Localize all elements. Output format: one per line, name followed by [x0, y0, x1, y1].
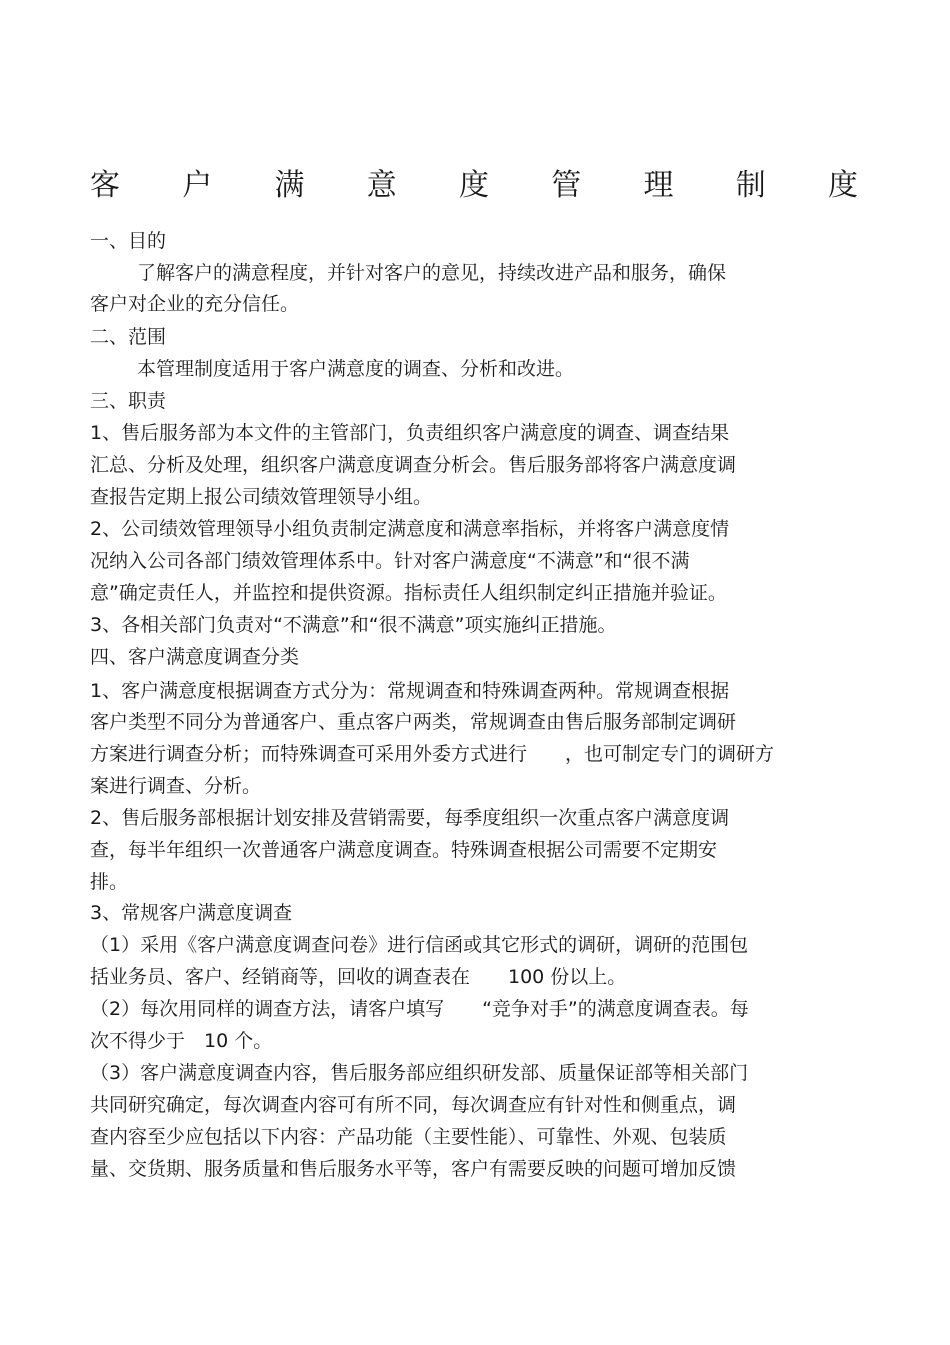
paragraph-line: 客户类型不同分为普通客户、重点客户两类，常规调查由售后服务部制定调研 [90, 711, 737, 733]
title-char: 管 [551, 168, 582, 203]
paragraph-line: 2、公司绩效管理领导小组负责制定满意度和满意率指标，并将客户满意度情 [90, 518, 730, 540]
document-title [90, 160, 858, 204]
paragraph-line: 意”确定责任人，并监控和提供资源。指标责任人组织制定纠正措施并验证。 [90, 582, 727, 604]
paragraph-line: 案进行调查、分析。 [90, 775, 262, 797]
paragraph-line: 1、客户满意度根据调查方式分为：常规调查和特殊调查两种。常规调查根据 [90, 680, 730, 702]
paragraph-line: （2）每次用同样的调查方法，请客户填写 “竞争对手”的满意度调查表。每 [90, 998, 749, 1020]
title-char: 理 [643, 168, 674, 203]
paragraph-line: 共同研究确定，每次调查内容可有所不同，每次调查应有针对性和侧重点，调 [90, 1094, 737, 1116]
paragraph-line: 汇总、分析及处理，组织客户满意度调查分析会。售后服务部将客户满意度调 [90, 454, 737, 476]
paragraph-line: 查内容至少应包括以下内容：产品功能（主要性能）、可靠性、外观、包装质 [90, 1126, 727, 1148]
paragraph-line: 量、交货期、服务质量和售后服务水平等，客户有需要反映的问题可增加反馈 [90, 1158, 737, 1180]
paragraph-line: 况纳入公司各部门绩效管理体系中。针对客户满意度“不满意”和“很不满 [90, 550, 690, 572]
paragraph-line: （1）采用《客户满意度调查问卷》进行信函或其它形式的调研，调研的范围包 [90, 934, 749, 956]
title-char: 度 [828, 168, 858, 203]
title-char: 客 [90, 168, 120, 203]
title-char: 制 [735, 168, 766, 203]
paragraph-line: 查，每半年组织一次普通客户满意度调查。特殊调查根据公司需要不定期安 [90, 839, 718, 861]
section-heading-purpose: 一、目的 [90, 230, 167, 252]
title-char: 户 [182, 168, 213, 203]
title-char: 意 [366, 168, 397, 203]
paragraph-line: （3）客户满意度调查内容，售后服务部应组织研发部、质量保证部等相关部门 [90, 1062, 749, 1084]
paragraph-line: 1、售后服务部为本文件的主管部门，负责组织客户满意度的调查、调查结果 [90, 422, 730, 444]
paragraph-line: 3、各相关部门负责对“不满意”和“很不满意”项实施纠正措施。 [90, 614, 617, 636]
title-char: 满 [274, 168, 305, 203]
paragraph-line: 括业务员、客户、经销商等，回收的调查表在 100 份以上。 [90, 966, 627, 988]
section-heading-classification: 四、客户满意度调查分类 [90, 646, 300, 668]
paragraph-line: 排。 [90, 871, 129, 893]
paragraph-line: 次不得少于 10 个。 [90, 1030, 273, 1052]
paragraph-line: 方案进行调查分析；而特殊调查可采用外委方式进行 ，也可制定专门的调研方 [90, 743, 775, 765]
subsection-heading: 3、常规客户满意度调查 [90, 902, 293, 924]
section-heading-scope: 二、范围 [90, 326, 167, 348]
title-char: 度 [459, 168, 489, 203]
paragraph-line: 2、售后服务部根据计划安排及营销需要，每季度组织一次重点客户满意度调 [90, 807, 730, 829]
paragraph-line: 查报告定期上报公司绩效管理领导小组。 [90, 486, 433, 508]
paragraph-line: 本管理制度适用于客户满意度的调查、分析和改进。 [137, 358, 575, 380]
paragraph-line: 客户对企业的充分信任。 [90, 293, 300, 315]
section-heading-duties: 三、职责 [90, 390, 167, 412]
paragraph-line: 了解客户的满意程度，并针对客户的意见，持续改进产品和服务，确保 [137, 262, 727, 284]
